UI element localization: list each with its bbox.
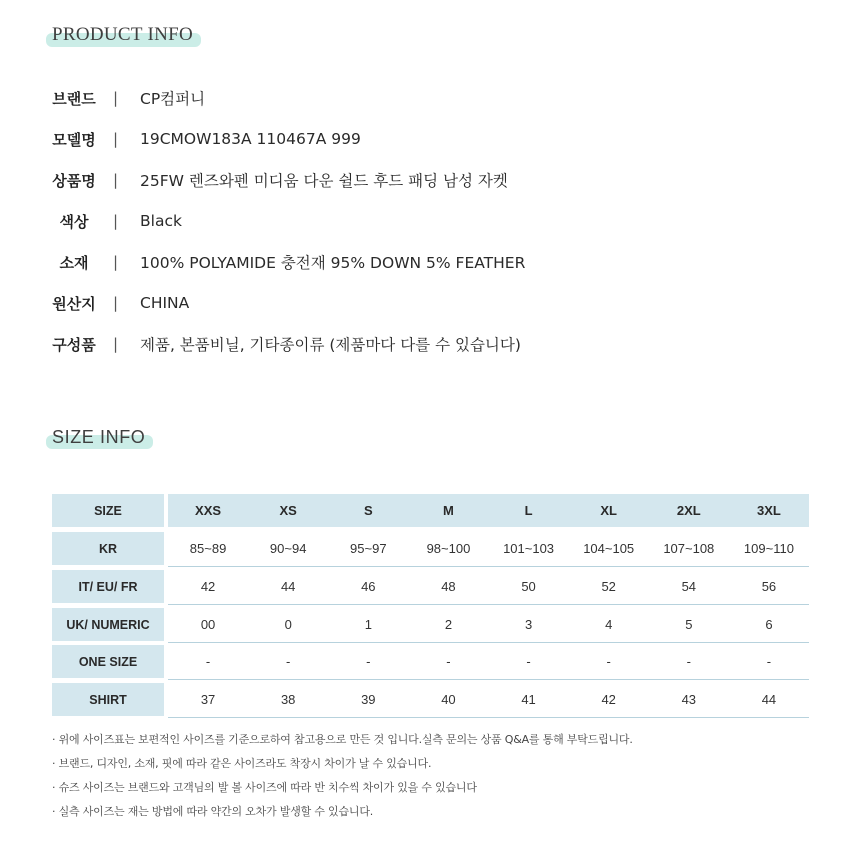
size-note: · 실측 사이즈는 재는 방법에 따라 약간의 오차가 발생할 수 있습니다. xyxy=(52,805,374,818)
size-cell: - xyxy=(286,654,291,669)
size-table-row xyxy=(52,608,809,641)
info-row-color xyxy=(0,210,856,232)
size-cell: 44 xyxy=(280,579,296,594)
size-row-values xyxy=(168,570,809,603)
info-label: 상품명 xyxy=(52,171,96,190)
size-table-row xyxy=(52,570,809,603)
size-table-row xyxy=(52,532,809,565)
size-row-label: KR xyxy=(52,532,164,565)
size-column-header: XL xyxy=(600,503,617,518)
info-separator: | xyxy=(113,294,119,312)
size-cell: 39 xyxy=(361,692,376,707)
size-cell: - xyxy=(606,654,611,669)
size-cell: 41 xyxy=(521,692,536,707)
size-cell: - xyxy=(446,654,451,669)
size-column-header: M xyxy=(443,503,454,518)
size-cell: 98~100 xyxy=(426,541,471,556)
size-cell: 56 xyxy=(761,579,777,594)
row-divider xyxy=(168,679,809,680)
info-label: 브랜드 xyxy=(52,89,96,108)
info-value: 100% POLYAMIDE 충전재 95% DOWN 5% FEATHER xyxy=(140,254,526,272)
size-column-header: S xyxy=(363,503,373,518)
size-cell: 1 xyxy=(364,617,372,632)
info-row-product-name xyxy=(0,169,856,191)
size-cell: 54 xyxy=(681,579,697,594)
info-value: 25FW 렌즈와펜 미디움 다운 쉴드 후드 패딩 남성 자켓 xyxy=(140,172,508,190)
size-cell: 52 xyxy=(601,579,616,594)
size-row-values xyxy=(168,645,809,678)
info-label: 색상 xyxy=(59,212,89,231)
size-cell: - xyxy=(366,654,371,669)
size-cell: 107~108 xyxy=(663,541,715,556)
size-row-label: IT/ EU/ FR xyxy=(52,570,164,603)
size-cell: 46 xyxy=(361,579,376,594)
info-value: Black xyxy=(140,212,182,230)
info-separator: | xyxy=(113,335,119,353)
size-note: · 브랜드, 디자인, 소재, 핏에 따라 같은 사이즈라도 착장시 차이가 날 수 있습니다. xyxy=(52,757,432,770)
info-separator: | xyxy=(113,212,119,230)
info-label: 모델명 xyxy=(52,130,96,149)
size-cell: 44 xyxy=(761,692,777,707)
info-value: 제품, 본품비닐, 기타종이류 (제품마다 다를 수 있습니다) xyxy=(140,336,521,354)
size-cell: 6 xyxy=(765,617,773,632)
info-separator: | xyxy=(113,130,119,148)
size-cell: 40 xyxy=(441,692,456,707)
info-separator: | xyxy=(113,253,119,271)
size-column-header: XS xyxy=(279,503,297,518)
size-cell: 101~103 xyxy=(503,541,555,556)
info-value: CP컴퍼니 xyxy=(140,90,206,108)
size-row-values xyxy=(168,608,809,641)
info-row-origin xyxy=(0,292,856,314)
size-cell: 104~105 xyxy=(583,541,635,556)
size-table-row xyxy=(52,683,809,716)
size-cell: 90~94 xyxy=(269,541,307,556)
size-row-values xyxy=(168,683,809,716)
info-label: 소재 xyxy=(59,253,89,272)
size-cell: 38 xyxy=(280,692,296,707)
size-column-header: 3XL xyxy=(757,503,781,518)
info-value: 19CMOW183A 110467A 999 xyxy=(140,130,361,148)
size-cell: 5 xyxy=(685,617,693,632)
info-separator: | xyxy=(113,171,119,189)
row-divider xyxy=(168,604,809,605)
size-column-header: XXS xyxy=(195,503,222,518)
size-cell: - xyxy=(526,654,531,669)
product-info-title: PRODUCT INFO xyxy=(52,24,193,46)
info-label: 구성품 xyxy=(52,335,96,354)
size-table-row xyxy=(52,645,809,678)
size-cell: 109~110 xyxy=(743,541,794,556)
size-cell: 0 xyxy=(284,617,292,632)
size-row-values xyxy=(168,532,809,565)
size-info-title: SIZE INFO xyxy=(52,427,145,448)
size-cell: 00 xyxy=(200,617,216,632)
size-note: · 슈즈 사이즈는 브랜드와 고객님의 발 볼 사이즈에 따라 반 치수씩 차이가 있을 수 있습니다 xyxy=(52,781,477,794)
size-cell: 2 xyxy=(444,617,453,632)
size-column-header: L xyxy=(524,503,533,518)
info-row-model xyxy=(0,128,856,150)
info-row-material xyxy=(0,251,856,273)
size-cell: 3 xyxy=(524,617,533,632)
size-cell: 42 xyxy=(601,692,616,707)
info-value: CHINA xyxy=(140,294,190,312)
size-cell: 95~97 xyxy=(350,541,387,556)
size-cell: 50 xyxy=(521,579,536,594)
size-cell: 48 xyxy=(441,579,456,594)
size-row-label: SHIRT xyxy=(52,683,164,716)
size-cell: - xyxy=(766,654,772,669)
info-row-brand xyxy=(0,87,856,109)
size-cell: 85~89 xyxy=(189,541,227,556)
size-column-header: 2XL xyxy=(676,503,701,518)
size-table-header-row xyxy=(52,494,809,527)
size-note: · 위에 사이즈표는 보편적인 사이즈를 기준으로하여 참고용으로 만든 것 입니다.실측 문의는 상품 Q&A를 통해 부탁드립니다. xyxy=(52,733,633,746)
size-cell: 43 xyxy=(681,692,697,707)
size-cell: - xyxy=(686,654,691,669)
size-cell: 4 xyxy=(605,617,613,632)
size-cell: - xyxy=(205,654,211,669)
row-divider xyxy=(168,717,809,718)
size-row-label: UK/ NUMERIC xyxy=(52,608,164,641)
info-row-components xyxy=(0,333,856,355)
row-divider xyxy=(168,566,809,567)
info-separator: | xyxy=(113,89,119,107)
size-row-label: ONE SIZE xyxy=(52,645,164,678)
size-row-label: SIZE xyxy=(52,494,164,527)
size-cell: 42 xyxy=(200,579,216,594)
size-row-values xyxy=(168,494,809,527)
row-divider xyxy=(168,642,809,643)
info-label: 원산지 xyxy=(52,294,96,313)
size-cell: 37 xyxy=(200,692,216,707)
